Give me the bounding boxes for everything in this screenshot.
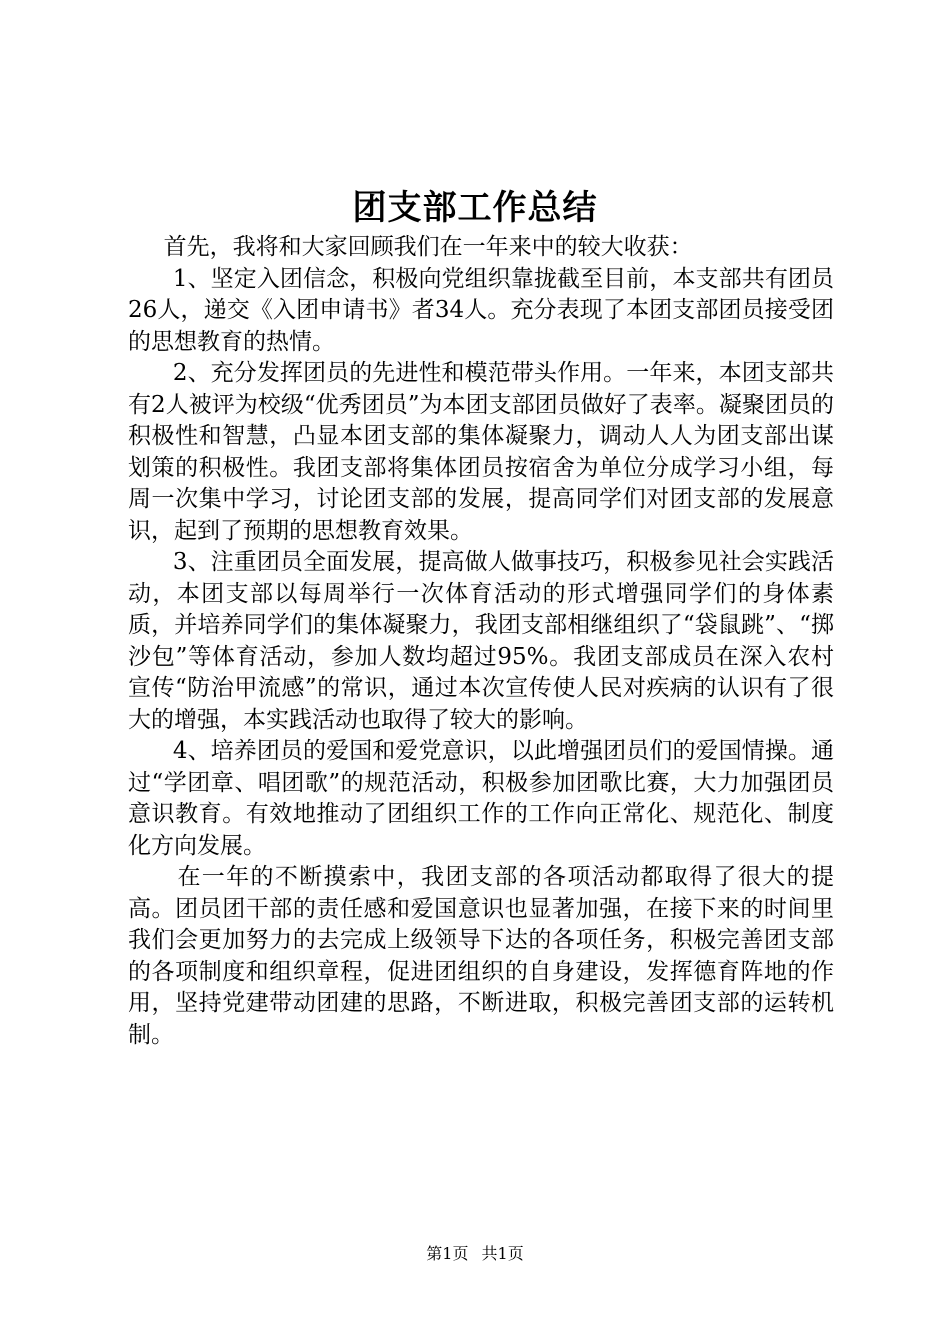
paragraph-item-2: 2、充分发挥团员的先进性和模范带头作用。一年来，本团支部共有2人被评为校级“优秀团员”为本团支部团员做好了表率。凝聚团员的积极性和智慧，凸显本团支部的集体凝聚力，调动人人为团支部出谋划策的积极性。我团支部将集体团员按宿舍为单位分成学习小组，每周一次集中学习，讨论团支部的发展，提高同学们对团支部的发展意识，起到了预期的思想教育效果。 bbox=[128, 360, 834, 544]
page-footer bbox=[0, 1244, 950, 1264]
page-number: 第1页 bbox=[426, 1244, 469, 1263]
paragraph-item-4: 4、培养团员的爱国和爱党意识，以此增强团员们的爱国情操。通过“学团章、唱团歌”的规范活动，积极参加团歌比赛，大力加强团员意识教育。有效地推动了团组织工作的工作向正常化、规范化、制度化方向发展。 bbox=[128, 738, 834, 859]
page-total: 共1页 bbox=[481, 1244, 524, 1263]
document-body bbox=[128, 232, 834, 1051]
paragraph-item-1: 1、坚定入团信念，积极向党组织靠拢截至目前，本支部共有团员26人，递交《入团申请书》者34人。充分表现了本团支部团员接受团的思想教育的热情。 bbox=[128, 265, 834, 355]
paragraph-intro: 首先，我将和大家回顾我们在一年来中的较大收获： bbox=[163, 234, 693, 260]
paragraph-closing: 在一年的不断摸索中，我团支部的各项活动都取得了很大的提高。团员团干部的责任感和爱国意识也显著加强，在接下来的时间里我们会更加努力的去完成上级领导下达的各项任务，积极完善团支部的各项制度和组织章程，促进团组织的自身建设，发挥德育阵地的作用，坚持党建带动团建的思路，不断进取，积极完善团支部的运转机制。 bbox=[128, 864, 834, 1048]
paragraph-item-3: 3、注重团员全面发展，提高做人做事技巧，积极参见社会实践活动，本团支部以每周举行一次体育活动的形式增强同学们的身体素质，并培养同学们的集体凝聚力，我团支部相继组织了“袋鼠跳”、“掷沙包”等体育活动，参加人数均超过95%。我团支部成员在深入农村宣传“防治甲流感”的常识，通过本次宣传使人民对疾病的认识有了很大的增强，本实践活动也取得了较大的影响。 bbox=[128, 549, 834, 733]
page-title: 团支部工作总结 bbox=[352, 188, 598, 228]
